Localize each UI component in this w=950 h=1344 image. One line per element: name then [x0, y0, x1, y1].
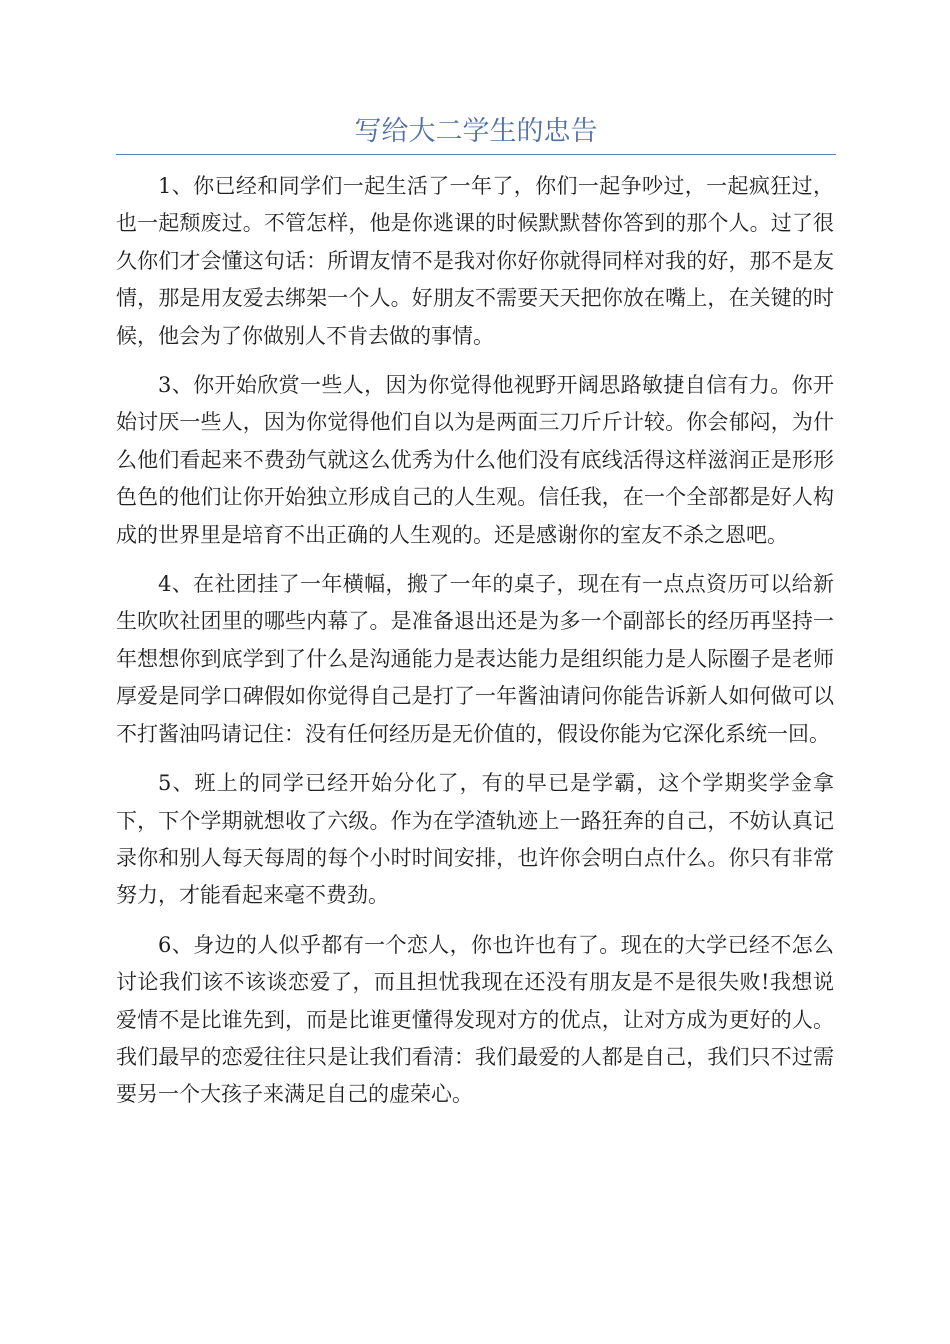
paragraph-6: 6、身边的人似乎都有一个恋人，你也许也有了。现在的大学已经不怎么讨论我们该不该谈恋爱了，而且担忧我现在还没有朋友是不是很失败!我想说爱情不是比谁先到，而是比谁更懂得发现对方的优点，让对方成为更好的人。我们最早的恋爱往往只是让我们看清：我们最爱的人都是自己，我们只不过需要另一个大孩子来满足自己的虚荣心。 — [116, 932, 834, 1107]
paragraph-5: 5、班上的同学已经开始分化了，有的早已是学霸，这个学期奖学金拿下，下个学期就想收了六级。作为在学渣轨迹上一路狂奔的自己，不妨认真记录你和别人每天每周的每个小时时间安排，也许你会明白点什么。你只有非常努力，才能看起来毫不费劲。 — [116, 771, 834, 908]
document-title: 写给大二学生的忠告 — [354, 116, 598, 147]
paragraph-1: 1、你已经和同学们一起生活了一年了，你们一起争吵过，一起疯狂过，也一起颓废过。不管怎样，他是你逃课的时候默默替你答到的那个人。过了很久你们才会懂这句话：所谓友情不是我对你好你就得同样对我的好，那不是友情，那是用友爱去绑架一个人。好朋友不需要天天把你放在嘴上，在关键的时候，他会为了你做别人不肯去做的事情。 — [116, 174, 834, 348]
title-underline — [116, 154, 836, 155]
paragraph-3: 3、你开始欣赏一些人，因为你觉得他视野开阔思路敏捷自信有力。你开始讨厌一些人，因为你觉得他们自以为是两面三刀斤斤计较。你会郁闷，为什么他们看起来不费劲气就这么优秀为什么他们没有底线活得这样滋润正是形形色色的他们让你开始独立形成自己的人生观。信任我，在一个全部都是好人构成的世界里是培育不出正确的人生观的。还是感谢你的室友不杀之恩吧。 — [116, 373, 834, 547]
paragraph-4: 4、在社团挂了一年横幅，搬了一年的桌子，现在有一点点资历可以给新生吹吹社团里的哪些内幕了。是准备退出还是为多一个副部长的经历再坚持一年想想你到底学到了什么是沟通能力是表达能力是组织能力是人际圈子是老师厚爱是同学口碑假如你觉得自己是打了一年酱油请问你能告诉新人如何做可以不打酱油吗请记住：没有任何经历是无价值的，假设你能为它深化系统一回。 — [116, 572, 834, 746]
document-body — [116, 168, 834, 1126]
